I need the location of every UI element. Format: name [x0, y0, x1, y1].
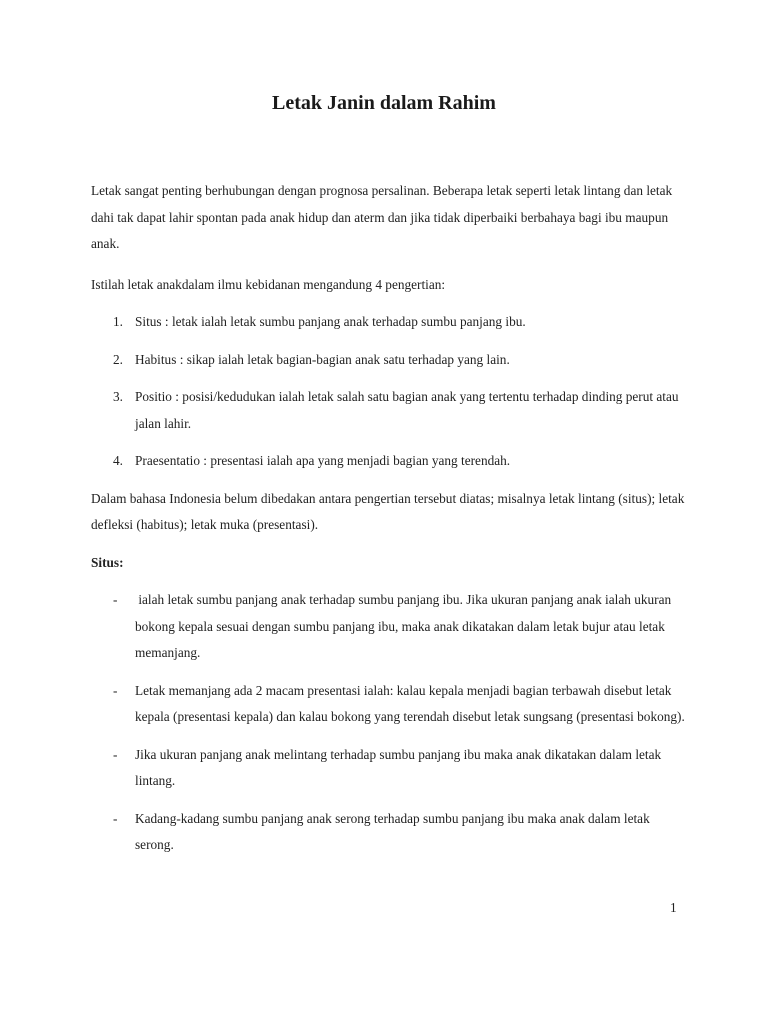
list-item-text: ialah letak sumbu panjang anak terhadap sumbu panjang ibu. Jika ukuran panjang anak ialah ukuran bokong kepala sesuai dengan sumbu panjang ibu, maka anak dikatakan dalam letak bujur atau letak memanjang.: [135, 592, 675, 660]
list-item-text: Situs : letak ialah letak sumbu panjang anak terhadap sumbu panjang ibu.: [135, 314, 526, 329]
list-item: [91, 742, 686, 795]
list-item: [91, 806, 686, 859]
definitions-list: [91, 309, 686, 475]
list-item: [91, 347, 686, 374]
list-number: 3.: [113, 389, 123, 404]
list-item-text: Praesentatio : presentasi ialah apa yang menjadi bagian yang terendah.: [135, 453, 511, 468]
list-item: [91, 448, 686, 475]
definitions-intro: Istilah letak anakdalam ilmu kebidanan mengandung 4 pengertian:: [91, 276, 446, 292]
list-item-text: Habitus : sikap ialah letak bagian-bagian anak satu terhadap yang lain.: [135, 351, 510, 367]
list-item-text: Letak memanjang ada 2 macam presentasi ialah: kalau kepala menjadi bagian terbawah disebut letak kepala (presentasi kepala) dan kalau bokong yang terendah disebut letak sungsang (presentasi bokong).: [135, 682, 685, 724]
list-item: [91, 678, 686, 731]
situs-points-list: [91, 587, 686, 859]
document-body: [91, 178, 686, 870]
dash-bullet: -: [113, 810, 118, 826]
list-item: [91, 384, 686, 437]
page-title: Letak Janin dalam Rahim: [272, 92, 496, 114]
page-number: 1: [670, 900, 677, 915]
list-item-text: Jika ukuran panjang anak melintang terhadap sumbu panjang ibu maka anak dikatakan dalam letak lintang.: [135, 746, 662, 788]
list-item: [91, 309, 686, 336]
list-item-text: Positio : posisi/kedudukan ialah letak salah satu bagian anak yang tertentu terhadap dinding perut atau jalan lahir.: [135, 389, 679, 431]
list-item-text: Kadang-kadang sumbu panjang anak serong terhadap sumbu panjang ibu maka anak dalam letak serong.: [135, 810, 650, 852]
list-number: 2.: [113, 351, 123, 367]
intro-paragraph: Letak sangat penting berhubungan dengan prognosa persalinan. Beberapa letak seperti letak lintang dan letak dahi tak dapat lahir spontan pada anak hidup dan aterm dan jika tidak diperbaiki berbahaya bagi ibu maupun anak.: [91, 183, 673, 251]
list-item: [91, 587, 686, 667]
list-number: 4.: [113, 453, 123, 468]
indonesian-note-paragraph: Dalam bahasa Indonesia belum dibedakan antara pengertian tersebut diatas; misalnya letak lintang (situs); letak defleksi (habitus); letak muka (presentasi).: [91, 490, 685, 532]
list-number: 1.: [113, 314, 123, 329]
dash-bullet: -: [113, 682, 118, 698]
dash-bullet: -: [113, 592, 118, 607]
section-heading-situs: Situs:: [91, 554, 124, 570]
dash-bullet: -: [113, 746, 118, 762]
